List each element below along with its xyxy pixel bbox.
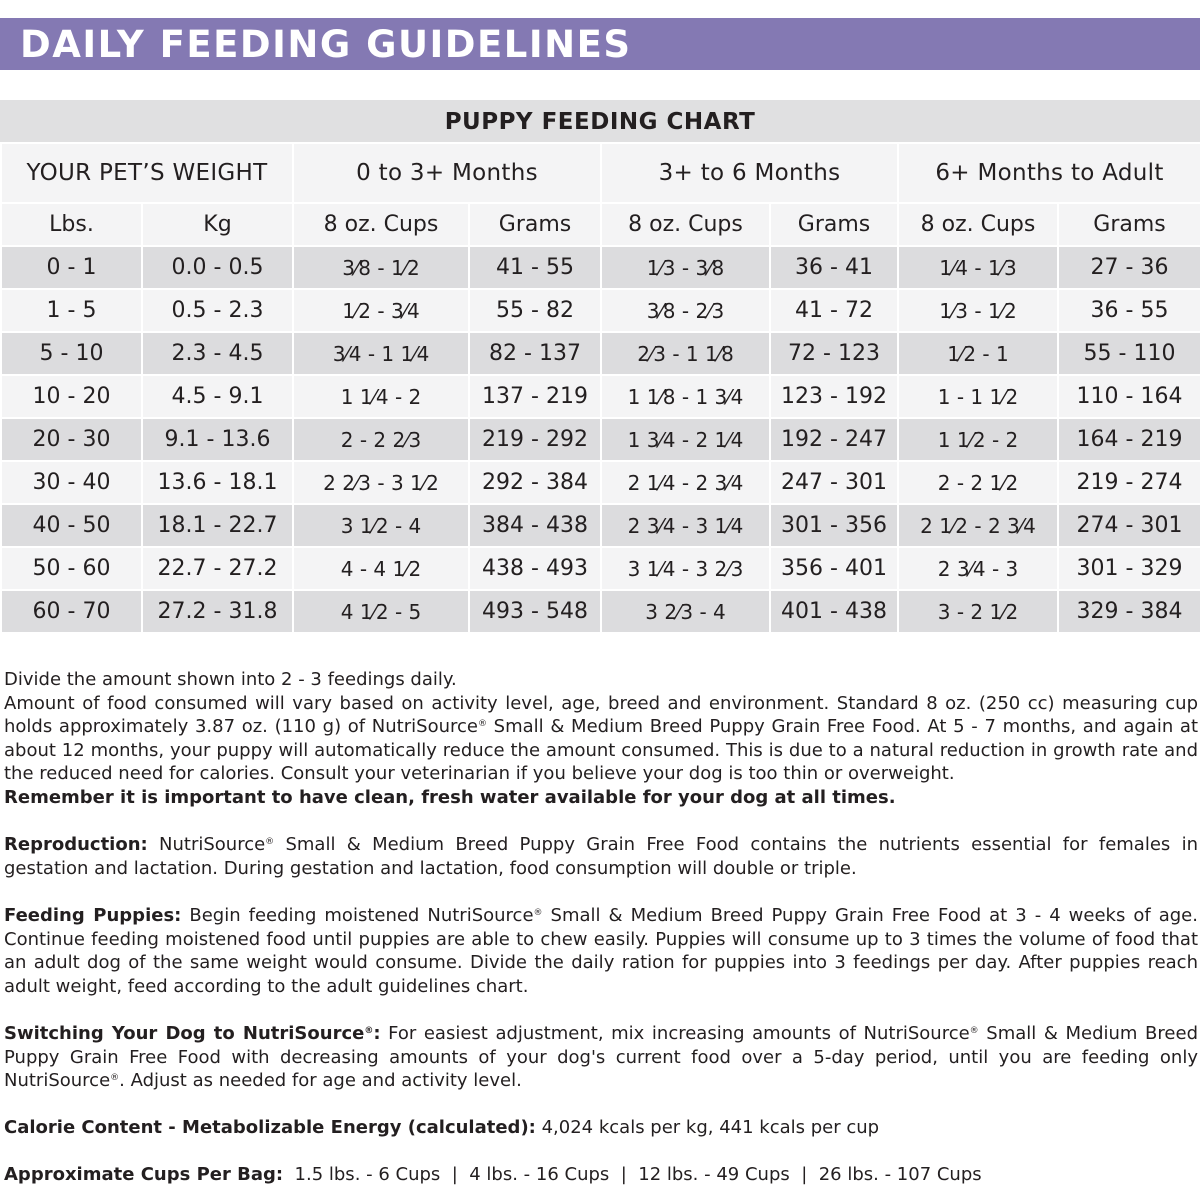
table-cell: 41 - 72 xyxy=(770,289,898,332)
table-cell: 18.1 - 22.7 xyxy=(142,504,293,547)
table-cell: 60 - 70 xyxy=(1,590,142,633)
table-cell: 1⁄4 - 1⁄3 xyxy=(898,246,1058,289)
registered-mark: ® xyxy=(265,837,275,848)
table-row xyxy=(1,375,1200,418)
label-text: Switching Your Dog to NutriSource xyxy=(4,1022,365,1044)
table-row xyxy=(1,246,1200,289)
feedings-note xyxy=(4,668,1198,692)
unit-header: Lbs. xyxy=(1,203,142,246)
section-label: Reproduction: xyxy=(4,834,148,856)
note-text: Small & Medium Breed Puppy Grain Free Food with decreasing amounts of your dog's current food over a 5-day period, until you are feeding only NutriSource xyxy=(4,1022,1198,1092)
table-cell: 1 1⁄4 - 2 xyxy=(293,375,469,418)
table-cell: 30 - 40 xyxy=(1,461,142,504)
table-row xyxy=(1,547,1200,590)
table-row xyxy=(1,418,1200,461)
table-cell: 9.1 - 13.6 xyxy=(142,418,293,461)
feeding-notes xyxy=(4,668,1198,1187)
age-group-header: 3+ to 6 Months xyxy=(601,143,898,203)
table-cell: 192 - 247 xyxy=(770,418,898,461)
table-cell: 401 - 438 xyxy=(770,590,898,633)
note-text: Small & Medium Breed Puppy Grain Free Food at 3 - 4 weeks of age. Continue feeding moistened food until puppies are able to chew easily. Puppies will consume up to 3 times the volume of food that an adult dog of the same weight would consume. Divide the daily ration for puppies into 3 feedings per day. After puppies reach adult weight, feed according to the adult guidelines chart. xyxy=(4,904,1198,997)
table-cell: 247 - 301 xyxy=(770,461,898,504)
registered-mark: ® xyxy=(477,719,487,730)
water-note xyxy=(4,786,1198,810)
table-cell: 1 - 1 1⁄2 xyxy=(898,375,1058,418)
weight-header: YOUR PET’S WEIGHT xyxy=(1,143,293,203)
puppy-feeding-chart xyxy=(0,100,1200,634)
table-cell: 356 - 401 xyxy=(770,547,898,590)
table-cell: 2 2⁄3 - 3 1⁄2 xyxy=(293,461,469,504)
note-text: NutriSource xyxy=(147,834,266,856)
table-cell: 3 1⁄4 - 3 2⁄3 xyxy=(601,547,770,590)
table-cell: 1 - 5 xyxy=(1,289,142,332)
section-label: Approximate Cups Per Bag: xyxy=(4,1164,284,1186)
note-text: Amount of food consumed will vary based on activity level, age, breed and environment. Standard 8 oz. (250 cc) measuring cup holds approximately 3.87 oz. (110 g) of NutriSource xyxy=(4,692,1198,738)
table-cell: 36 - 41 xyxy=(770,246,898,289)
table-cell: 219 - 292 xyxy=(469,418,601,461)
table-cell: 13.6 - 18.1 xyxy=(142,461,293,504)
table-cell: 27 - 36 xyxy=(1058,246,1200,289)
unit-header: Grams xyxy=(1058,203,1200,246)
reproduction-note xyxy=(4,833,1198,880)
header-row-ages xyxy=(1,143,1200,203)
note-text: Begin feeding moistened NutriSource xyxy=(181,904,534,926)
registered-mark: ® xyxy=(110,1073,120,1084)
table-cell: 292 - 384 xyxy=(469,461,601,504)
table-cell: 2 3⁄4 - 3 1⁄4 xyxy=(601,504,770,547)
table-cell: 2 - 2 1⁄2 xyxy=(898,461,1058,504)
age-group-header: 0 to 3+ Months xyxy=(293,143,601,203)
unit-header: Grams xyxy=(770,203,898,246)
table-cell: 0 - 1 xyxy=(1,246,142,289)
cups-per-bag-note xyxy=(4,1163,1198,1187)
unit-header: 8 oz. Cups xyxy=(898,203,1058,246)
table-cell: 20 - 30 xyxy=(1,418,142,461)
label-text: : xyxy=(373,1022,381,1044)
feeding-table xyxy=(0,142,1200,634)
table-cell: 438 - 493 xyxy=(469,547,601,590)
table-cell: 0.5 - 2.3 xyxy=(142,289,293,332)
page-title: DAILY FEEDING GUIDELINES xyxy=(20,23,632,66)
table-cell: 164 - 219 xyxy=(1058,418,1200,461)
note-text: 1.5 lbs. - 6 Cups | 4 lbs. - 16 Cups | 12 lbs. - 49 Cups | 26 lbs. - 107 Cups xyxy=(283,1164,982,1186)
table-cell: 2.3 - 4.5 xyxy=(142,332,293,375)
table-cell: 36 - 55 xyxy=(1058,289,1200,332)
table-row xyxy=(1,332,1200,375)
note-text: . Adjust as needed for age and activity level. xyxy=(119,1070,522,1092)
table-cell: 2 - 2 2⁄3 xyxy=(293,418,469,461)
table-cell: 1 1⁄2 - 2 xyxy=(898,418,1058,461)
table-row xyxy=(1,461,1200,504)
age-group-header: 6+ Months to Adult xyxy=(898,143,1200,203)
feeding-puppies-note xyxy=(4,904,1198,998)
table-cell: 3⁄8 - 2⁄3 xyxy=(601,289,770,332)
table-cell: 5 - 10 xyxy=(1,332,142,375)
table-body xyxy=(1,246,1200,633)
registered-mark: ® xyxy=(533,907,543,918)
table-cell: 274 - 301 xyxy=(1058,504,1200,547)
table-row xyxy=(1,590,1200,633)
table-cell: 493 - 548 xyxy=(469,590,601,633)
unit-header: 8 oz. Cups xyxy=(293,203,469,246)
unit-header: 8 oz. Cups xyxy=(601,203,770,246)
table-cell: 1⁄2 - 3⁄4 xyxy=(293,289,469,332)
note-text: 4,024 kcals per kg, 441 kcals per cup xyxy=(535,1117,880,1139)
calorie-note xyxy=(4,1116,1198,1140)
table-cell: 50 - 60 xyxy=(1,547,142,590)
table-cell: 72 - 123 xyxy=(770,332,898,375)
table-cell: 137 - 219 xyxy=(469,375,601,418)
table-cell: 4 - 4 1⁄2 xyxy=(293,547,469,590)
table-cell: 384 - 438 xyxy=(469,504,601,547)
chart-title: PUPPY FEEDING CHART xyxy=(0,100,1200,142)
note-text: Divide the amount shown into 2 - 3 feedings daily. xyxy=(4,669,457,690)
table-cell: 1⁄3 - 1⁄2 xyxy=(898,289,1058,332)
registered-mark: ® xyxy=(364,1025,374,1036)
table-cell: 22.7 - 27.2 xyxy=(142,547,293,590)
table-cell: 110 - 164 xyxy=(1058,375,1200,418)
table-cell: 3⁄4 - 1 1⁄4 xyxy=(293,332,469,375)
switching-note xyxy=(4,1022,1198,1093)
table-row xyxy=(1,289,1200,332)
header-banner xyxy=(0,18,1200,70)
table-cell: 10 - 20 xyxy=(1,375,142,418)
table-cell: 2 3⁄4 - 3 xyxy=(898,547,1058,590)
table-cell: 3 1⁄2 - 4 xyxy=(293,504,469,547)
table-cell: 1⁄3 - 3⁄8 xyxy=(601,246,770,289)
section-label: Calorie Content - Metabolizable Energy (calculated): xyxy=(4,1117,536,1139)
table-cell: 1 1⁄8 - 1 3⁄4 xyxy=(601,375,770,418)
table-cell: 3 2⁄3 - 4 xyxy=(601,590,770,633)
table-cell: 329 - 384 xyxy=(1058,590,1200,633)
table-cell: 41 - 55 xyxy=(469,246,601,289)
note-text-bold: Remember it is important to have clean, fresh water available for your dog at all times. xyxy=(4,786,896,808)
table-cell: 301 - 356 xyxy=(770,504,898,547)
table-cell: 40 - 50 xyxy=(1,504,142,547)
table-cell: 3 - 2 1⁄2 xyxy=(898,590,1058,633)
table-cell: 2⁄3 - 1 1⁄8 xyxy=(601,332,770,375)
registered-mark: ® xyxy=(969,1025,979,1036)
table-cell: 219 - 274 xyxy=(1058,461,1200,504)
section-label xyxy=(4,1023,381,1044)
table-cell: 1⁄2 - 1 xyxy=(898,332,1058,375)
table-cell: 1 3⁄4 - 2 1⁄4 xyxy=(601,418,770,461)
table-cell: 82 - 137 xyxy=(469,332,601,375)
unit-header: Kg xyxy=(142,203,293,246)
amount-note xyxy=(4,692,1198,786)
unit-header: Grams xyxy=(469,203,601,246)
note-text: For easiest adjustment, mix increasing amounts of NutriSource xyxy=(380,1022,970,1044)
table-cell: 4.5 - 9.1 xyxy=(142,375,293,418)
table-cell: 27.2 - 31.8 xyxy=(142,590,293,633)
note-text: Small & Medium Breed Puppy Grain Free Food contains the nutrients essential for females in gestation and lactation. During gestation and lactation, food consumption will double or triple. xyxy=(4,834,1198,879)
header-row-units xyxy=(1,203,1200,246)
table-cell: 123 - 192 xyxy=(770,375,898,418)
section-label: Feeding Puppies: xyxy=(4,904,182,926)
table-cell: 3⁄8 - 1⁄2 xyxy=(293,246,469,289)
table-cell: 0.0 - 0.5 xyxy=(142,246,293,289)
table-cell: 4 1⁄2 - 5 xyxy=(293,590,469,633)
table-row xyxy=(1,504,1200,547)
note-text: Small & Medium Breed Puppy Grain Free Food. At 5 - 7 months, and again at about 12 months, your puppy will automatically reduce the amount consumed. This is due to a natural reduction in growth rate and the reduced need for calories. Consult your veterinarian if you believe your dog is too thin or overweight. xyxy=(4,716,1199,785)
table-cell: 2 1⁄4 - 2 3⁄4 xyxy=(601,461,770,504)
table-cell: 301 - 329 xyxy=(1058,547,1200,590)
table-cell: 2 1⁄2 - 2 3⁄4 xyxy=(898,504,1058,547)
table-cell: 55 - 82 xyxy=(469,289,601,332)
table-cell: 55 - 110 xyxy=(1058,332,1200,375)
